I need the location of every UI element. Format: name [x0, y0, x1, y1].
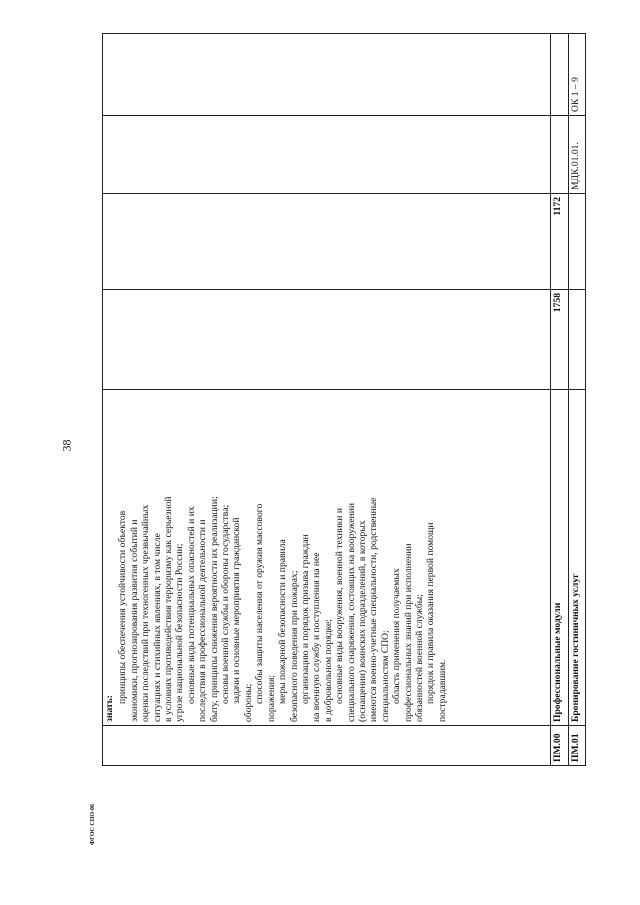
- knowledge-line: экономики, прогнозирования развития событий и: [128, 519, 140, 722]
- table-row-pm00: [551, 34, 568, 766]
- knowledge-line: угрозе национальной безопасности России;: [174, 543, 186, 722]
- knowledge-heading: знать:: [104, 695, 115, 722]
- knowledge-line: основные виды потенциальных опасностей и их: [185, 506, 197, 704]
- knowledge-line: в условиях противодействия терроризму как серьезной: [163, 496, 175, 722]
- knowledge-line: профессиональных знаний при исполнении: [402, 543, 414, 722]
- knowledge-line: порядок и правила оказания первой помощи: [425, 522, 437, 704]
- knowledge-line: на военную службу и поступления на нее: [311, 552, 323, 722]
- knowledge-line: (оснащении) воинских подразделений, в которых: [356, 520, 368, 722]
- knowledge-line: поражения;: [265, 674, 277, 722]
- knowledge-line: способы защиты населения от оружия массового: [254, 503, 266, 704]
- knowledge-line: в добровольном порядке;: [322, 619, 334, 722]
- pm00-mdk: [551, 116, 568, 194]
- knowledge-line: область применения получаемых: [391, 568, 403, 704]
- pm01-competencies: ОК 1 – 9: [568, 34, 585, 116]
- knowledge-line: имеются военно-учетные специальности, родственные: [368, 497, 380, 722]
- page-number: 38: [59, 439, 74, 452]
- knowledge-line: пострадавшим.: [436, 659, 448, 722]
- pm01-mdk: МДК.01.01.: [568, 116, 585, 194]
- pm00-title: Профессиональные модули: [551, 390, 568, 726]
- knowledge-line: меры пожарной безопасности и правила: [277, 539, 289, 704]
- cell-code: [103, 726, 551, 766]
- pm01-hours-max: [568, 290, 585, 390]
- curriculum-table: [102, 33, 586, 766]
- knowledge-line: оценки последствий при техногенных чрезвычайных: [140, 504, 152, 722]
- pm00-competencies: [551, 34, 568, 116]
- knowledge-line: организацию и порядок призыва граждан: [299, 534, 311, 704]
- knowledge-line: безопасного поведения при пожарах;: [288, 570, 300, 722]
- knowledge-line: основные виды вооружения, военной техники и: [334, 508, 346, 704]
- cell-hours-max: [103, 290, 551, 390]
- pm00-code: ПМ.00: [551, 726, 568, 766]
- cell-knowledge-description: [103, 390, 551, 726]
- curriculum-table-rotated: [102, 34, 586, 766]
- knowledge-line: специального снаряжения, состоящих на вооружении: [345, 502, 357, 722]
- knowledge-line: последствия в профессиональной деятельности и: [197, 519, 209, 722]
- knowledge-line: обязанностей военной службы;: [413, 594, 425, 722]
- pm00-hours-max: 1758: [551, 290, 568, 390]
- pm00-hours-class: 1172: [551, 194, 568, 290]
- knowledge-line: обороны;: [242, 683, 254, 722]
- footer-mark: ФГОС СПО-06: [90, 803, 96, 845]
- knowledge-lines: [117, 393, 448, 722]
- pm01-code: ПМ.01: [568, 726, 585, 766]
- knowledge-line: принципы обеспечения устойчивости объектов: [117, 510, 129, 704]
- table-row-pm01: [568, 34, 585, 766]
- knowledge-line: основы военной службы и обороны государства;: [220, 504, 232, 704]
- cell-mdk: [103, 116, 551, 194]
- knowledge-line: специальностям СПО;: [379, 630, 391, 722]
- table-row-knowledge: [103, 34, 551, 766]
- cell-competencies: [103, 34, 551, 116]
- knowledge-line: быту, принципы снижения вероятности их реализации;: [208, 496, 220, 722]
- cell-hours-class: [103, 194, 551, 290]
- pm01-title: Бронирование гостиничных услуг: [568, 390, 585, 726]
- knowledge-line: задачи и основные мероприятия гражданской: [231, 517, 243, 704]
- knowledge-line: ситуациях и стихийных явлениях, в том числе: [151, 533, 163, 722]
- pm01-hours-class: [568, 194, 585, 290]
